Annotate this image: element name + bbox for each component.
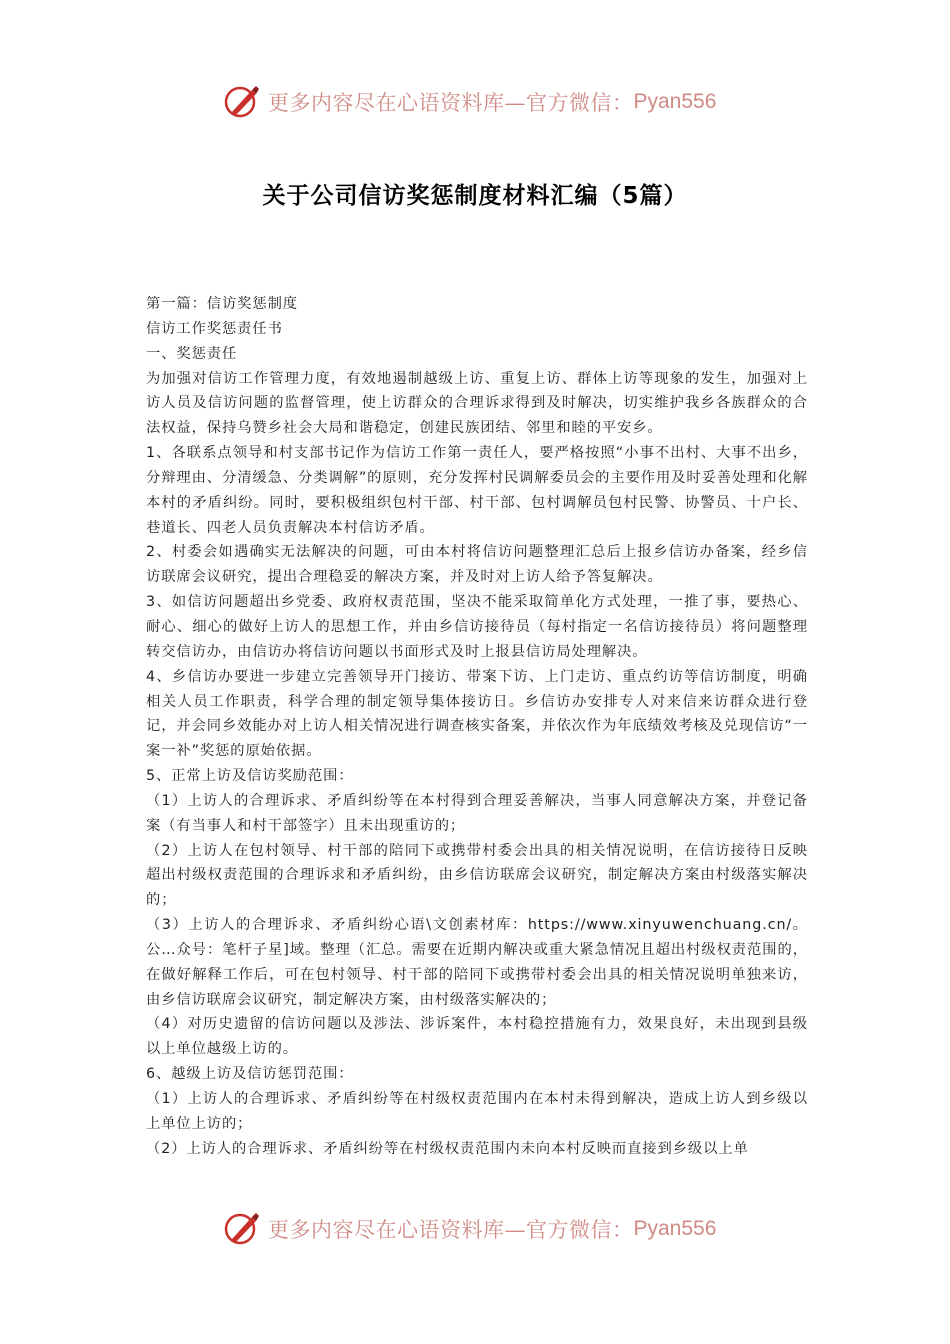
paragraph: 为加强对信访工作管理力度，有效地遏制越级上访、重复上访、群体上访等现象的发生，加强对上访人员及信访问题的监督管理，使上访群众的合理诉求得到及时解决，切实维护我乡各族群众的合法权益，保持乌赞乡社会大局和谐稳定，创建民族团结、邻里和睦的平安乡。 [146, 370, 808, 437]
paragraph: 3、如信访问题超出乡党委、政府权责范围，坚决不能采取简单化方式处理，一推了事，要热心、耐心、细心的做好上访人的思想工作，并由乡信访接待员（每村指定一名信访接待员）将问题整理转交信访办，由信访办将信访问题以书面形式及时上报县信访局处理解决。 [146, 594, 808, 660]
paragraph: （2）上访人在包村领导、村干部的陪同下或携带村委会出具的相关情况说明，在信访接待日反映超出村级权责范围的合理诉求和矛盾纠纷，由乡信访联席会议研究，制定解决方案由村级落实解决的； [146, 842, 808, 909]
paragraph: （1）上访人的合理诉求、矛盾纠纷等在村级权责范围内在本村未得到解决，造成上访人到乡级以上单位上访的； [146, 1091, 808, 1132]
paragraph: 一、奖惩责任 [146, 345, 238, 362]
watermark-text: 更多内容尽在心语资料库—官方微信： [268, 91, 634, 115]
paragraph: （4）对历史遗留的信访问题以及涉法、涉诉案件，本村稳控措施有力，效果良好，未出现到县级以上单位越级上访的。 [146, 1016, 808, 1058]
paragraph: 信访工作奖惩责任书 [146, 320, 283, 337]
paragraph: （2）上访人的合理诉求、矛盾纠纷等在村级权责范围内未向本村反映而直接到乡级以上单 [146, 1140, 749, 1157]
document-body [146, 292, 808, 1162]
pen-logo-icon [222, 82, 262, 122]
watermark-banner-top [222, 80, 742, 124]
watermark-banner-bottom [222, 1207, 742, 1251]
pen-logo-icon [222, 1209, 262, 1249]
paragraph: 4、乡信访办要进一步建立完善领导开门接访、带案下访、上门走访、重点约访等信访制度，明确相关人员工作职责，科学合理的制定领导集体接访日。乡信访办安排专人对来信来访群众进行登记，并会同乡效能办对上访人相关情况进行调查核实备案，并依次作为年底绩效考核及兑现信访“一案一补”奖惩的原始依据。 [146, 668, 808, 760]
watermark-id: Pyan556 [633, 90, 717, 113]
paragraph: 第一篇：信访奖惩制度 [146, 296, 298, 312]
paragraph: （3）上访人的合理诉求、矛盾纠纷心语\文创素材库：https://www.xinyuwenchuang.cn/。公…众号：笔杆子星]域。整理（汇总。需要在近期内解决或重大紧急情况且超出村级权责范围的，在做好解释工作后，可在包村领导、村干部的陪同下或携带村委会出具的相关情况说明单独来访，由乡信访联席会议研究，制定解决方案，由村级落实解决的； [146, 917, 808, 1008]
paragraph: 5、正常上访及信访奖励范围： [146, 768, 354, 785]
paragraph: 6、越级上访及信访惩罚范围： [146, 1066, 354, 1083]
paragraph: 1、各联系点领导和村支部书记作为信访工作第一责任人，要严格按照“小事不出村、大事不出乡，分辩理由、分清缓急、分类调解”的原则，充分发挥村民调解委员会的主要作用及时妥善处理和化解本村的矛盾纠纷。同时，要积极组织包村干部、村干部、包村调解员包村民警、协警员、十户长、巷道长、四老人员负责解决本村信访矛盾。 [146, 445, 808, 536]
watermark-text: 更多内容尽在心语资料库—官方微信： [268, 1218, 634, 1242]
watermark-id: Pyan556 [633, 1217, 717, 1240]
paragraph: 2、村委会如遇确实无法解决的问题，可由本村将信访问题整理汇总后上报乡信访办备案，经乡信访联席会议研究，提出合理稳妥的解决方案，并及时对上访人给予答复解决。 [146, 544, 808, 586]
paragraph: （1）上访人的合理诉求、矛盾纠纷等在本村得到合理妥善解决，当事人同意解决方案，并登记备案（有当事人和村干部签字）且未出现重访的； [146, 792, 808, 834]
document-title: 关于公司信访奖惩制度材料汇编（5篇） [262, 183, 688, 209]
